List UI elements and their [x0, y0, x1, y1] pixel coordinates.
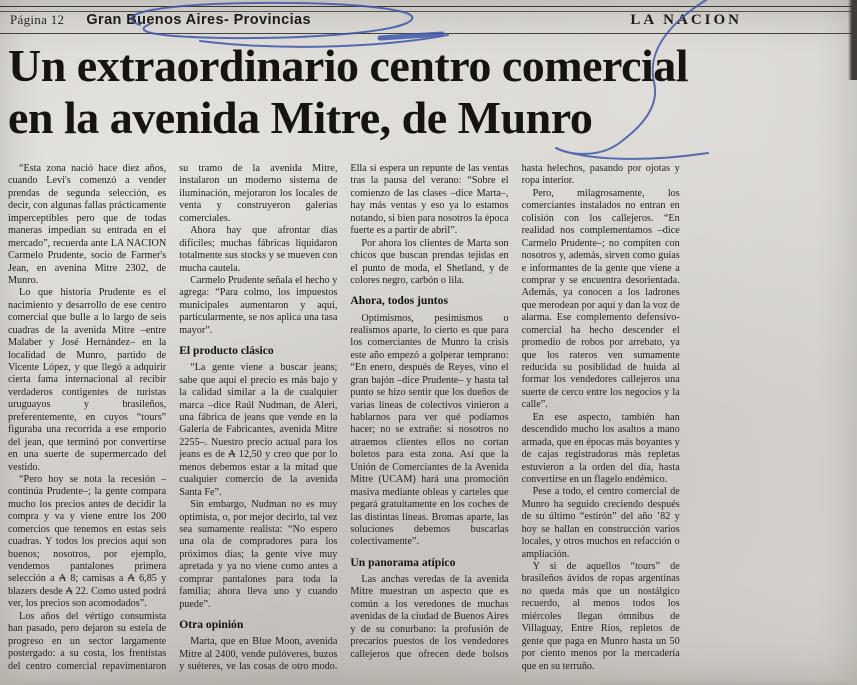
article-paragraph: “Esta zona nació hace diez años, cuando Levi's comenzó a vender prendas de segunda selección, es decir, con algunas fallas prácticamente imperceptibles pero que de todas maneras impedían su entrada en el mercado”, recuerda ante LA NACION Carmelo Prudente, socio de Farmer's Jean, en avenina Mitre 2302, de Munro. [8, 163, 167, 286]
article-paragraph: Optimismos, pesimismos o realismos aparte, lo cierto es que para los comerciantes de Munro la crisis este año empezó a golperar temprano: “En enero, después de Reyes, vino el gran bajón –dice Prudente– y hasta tal punto se hizo sentir que los dueños de varias líneas de colectivos vinieron a hablarnos para ver qué podíamos hacer; no se extrañe: si nosotros no atraemos clientes ellos no cortan boletos para esta zona. Así que la Unión de Comerciantes de la Avenida Mitre (UCAM) hará una promoción masiva mediante obleas y carteles que pegará gratuitamente en los coches de las distintas líneas. Bromas aparte, las soluciones debemos buscarlas colectivamente”. [350, 312, 509, 548]
article-paragraph: “La gente viene a buscar jeans; sabe que aquí el precio es más bajo y la calidad similar a la de cualquier marca –dice Raúl Nudman, de Aleri, una fábrica de jeans que vende en la Galería de Fabricantes, avenida Mitre 2255–. Nuestro precio actual para los jeans es de ₳ 12,50 y creo que por lo menos debemos estar a la mitad que cualquier comercio de la avenida Santa Fe”. [179, 362, 338, 498]
headline-line-1: Un extraordinario centro comercial [8, 40, 689, 91]
article-paragraph: Por ahora los clientes de Marta son chicos que buscan prendas tejidas en el punto de moda, el Shetland, y de colores negro, carbón o lila. [350, 237, 509, 286]
newspaper-masthead: LA NACION [630, 12, 742, 28]
article-paragraph: Sin embargo, Nudman no es muy optimista, o, por mejor decirlo, tal vez sea sumamente realista: “No espero una ola de compradores para los próximos días; la gente vive muy apretada y ya no viene como antes a comprar pantalones para toda la familia; ahora lleva uno y cuando puede”. [179, 499, 338, 610]
article-paragraph: Lo que historia Prudente es el nacimiento y desarrollo de ese centro comercial que bulle a lo largo de seis cuadras de la avenida Mitre –entre Malaber y José Hernández– en la localidad de Munro, partido de Vicente López, y que llegó a adquirir cierta fama internacional al recibir verdaderos contigentes de turistas uruguayos y brasileños, preferentemente, en cuyos “tours” figuraba una recorrida a ese emporio del jean, que terminó por convertirse en una suerte de supermercado del vestido. [8, 287, 167, 473]
article-paragraph: Pero, milagrosamente, los comerciantes instalados no entran en colisión con los callejeros. “En realidad nos complementamos –dice Carmelo Prudente–; no compiten con nosotros y, además, sirven como guías e informantes de la gente que viene a comprar y se encuentra desorientada. Además, ya conocen a los ladrones que merodean por aquí y dan la voz de alarma. Ese complemento defensivo-comercial ha hecho descender el promedio de robos por arrebato, ya que los rateros ven sumamente reducida su posiblidad de huida al formar los vendedores callejeros una suerte de cerco entre los negocios y la calle”. [521, 187, 680, 411]
article-body [8, 163, 851, 683]
article-paragraph: “Pero hoy se nota la recesión –continúa Prudente–; la gente compara mucho los precios antes de decidir la compra y va y viene entre los 200 comercios que tenemos en estas seis cuadras. Y todos los precios aquí son buenos; nosotros, por ejemplo, vendemos pantalones primera selección a ₳ 8; camisas a ₳ 6,85 y blazers desde ₳ 22. Como usted podrá ver, los precios son acomodados”. [8, 473, 167, 610]
page-number-label: Página 12 [10, 12, 65, 27]
article-paragraph: Ahora hay que afrontar días difíciles; muchas fábricas liquidaron totalmente sus stocks y se mueven con mucha cautela. [179, 225, 338, 274]
header-rule [0, 33, 857, 34]
article-paragraph: Marta, que en Blue Moon, avenida Mitre al 2400, vende pulóveres, buzos y suéteres, ve las cosas de otro modo. Ella sí espera un repunte de las ventas tras la pausa del verano: “Sobre el comienzo de las clases –dice Marta–, hay más ventas y eso ya lo estamos notando, si bien para nosotros la época fuerte es a partir de abril”. [179, 163, 509, 673]
article-subhead-todos-juntos: Ahora, todos juntos [350, 294, 448, 308]
article-paragraph: Carmelo Prudente señala el hecho y agrega: “Para colmo, los impuestos municipales aumentaron y aquí, particularmente, se nos aplica una tasa mayor”. [179, 274, 338, 336]
pen-hook-annotation [556, 148, 708, 159]
article-paragraph: Y si de aquellos “tours” de brasileños ávidos de ropas argentinas no queda más que un nostálgico recuerdo, al menos todos los miércoles llegan ómnibus de Villaguay, Entre Ríos, repletos de gente que paga en Munro hasta un 50 por ciento menos por la mercadería que en su terruño. [521, 561, 680, 672]
article-subhead-producto-clasico: El producto clásico [179, 344, 274, 358]
article-paragraph: Los años del vértigo consumista han pasado, pero dejaron su estela de progreso en un sector largamente postergado: a su costa, los frentistas del centro comercial repavimentaron su tramo de la avenida Mitre, instalaron un moderno sistema de iluminación, mejoraron los locales de venta y construyeron galerías comerciales. [8, 163, 338, 672]
headline-line-2: en la avenida Mitre, de Munro [8, 91, 593, 143]
page-header [10, 12, 857, 32]
scan-edge-shadow [848, 0, 857, 80]
section-title: Gran Buenos Aires- Provincias [86, 12, 311, 28]
article-paragraph: En ese aspecto, también han descendido mucho los asaltos a mano armada, que en épocas más boyantes y de cajas registradoras más repletas estuvieron a la orden del día, hasta convertirse en un flagelo endémico. [521, 411, 680, 485]
pen-dash-annotation [380, 34, 442, 38]
article-subhead-otra-opinion: Otra opinión [179, 618, 244, 632]
article-paragraph: Pese a todo, el centro comercial de Munro ha seguido creciendo después de su último “estirón” del año ’82 y hoy se hallan en construcción varios locales, y otros muchos en refacción o ampliación. [521, 486, 680, 560]
article-subhead-panorama-atipico: Un panorama atípico [350, 555, 456, 569]
article-paragraph: Las anchas veredas de la avenida Mitre muestran un aspecto que es común a los veredones de muchas avenidas de la ciudad de Buenos Aires y de su conurbano: la profusión de precarios puestos de los vendedores callejeros que ofrecen dede bolsos hasta helechos, pasando por ojotas y ropa interior. [350, 163, 680, 660]
scan-bottom-shadow [0, 680, 857, 685]
article-headline [8, 40, 853, 143]
